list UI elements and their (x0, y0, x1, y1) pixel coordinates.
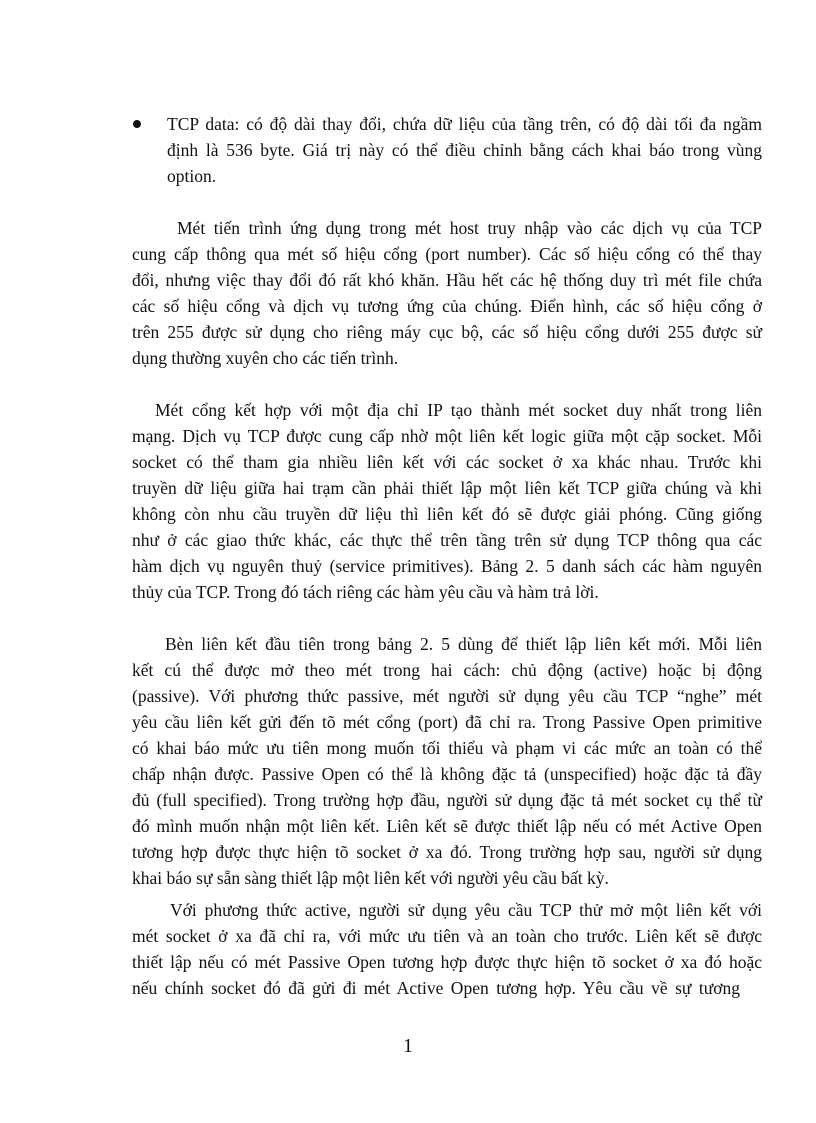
paragraph-2-line-7: hàm dịch vụ nguyên thuỷ (service primitives). Bảng 2. 5 danh sách các hàm nguyên (132, 556, 762, 576)
bullet-icon (133, 120, 141, 128)
paragraph-4-line-1: Với phương thức active, người sử dụng yêu cầu TCP thử mở một liên kết với (170, 900, 762, 920)
paragraph-4-line-4: nếu chính socket đó đã gửi đi mét Active Open tương hợp. Yêu cầu về sự tương (132, 978, 740, 998)
paragraph-3-line-1: Bèn liên kết đầu tiên trong bảng 2. 5 dùng để thiết lập liên kết mới. Mỗi liên (165, 634, 762, 654)
paragraph-2-line-6: như ở các giao thức khác, các thực thể trên tầng trên sử dụng TCP thông qua các (132, 530, 762, 550)
paragraph-3-line-4: yêu cầu liên kết gửi đến tõ mét cổng (port) đã chỉ ra. Trong Passive Open primitive (132, 712, 762, 732)
paragraph-1-line-5: trên 255 được sử dụng cho riêng máy cục bộ, các số hiệu cổng dưới 255 được sử (132, 322, 762, 342)
paragraph-3-line-10: khai báo sự sẵn sàng thiết lập một liên kết với người yêu cầu bất kỳ. (132, 868, 609, 888)
paragraph-1-line-1: Mét tiến trình ứng dụng trong mét host truy nhập vào các dịch vụ của TCP (177, 218, 762, 238)
paragraph-3-line-7: đủ (full specified). Trong trường hợp đầu, người sử dụng đặc tả mét socket cụ thể từ (132, 790, 762, 810)
paragraph-1-line-3: đổi, nhưng việc thay đổi đó rất khó khăn. Hầu hết các hệ thống duy trì mét file chứa (132, 270, 762, 290)
paragraph-1-line-4: các số hiệu cổng và dịch vụ tương ứng của chúng. Điển hình, các số hiệu cổng ở (132, 296, 762, 316)
paragraph-2-line-5: không còn nhu cầu truyền dữ liệu thì liên kết đó sẽ được giải phóng. Cũng giống (132, 504, 762, 524)
paragraph-3-line-6: chấp nhận được. Passive Open có thể là không đặc tả (unspecified) hoặc đặc tả đầy (132, 764, 762, 784)
paragraph-2-line-2: mạng. Dịch vụ TCP được cung cấp nhờ một liên kết logic giữa một cặp socket. Mỗi (132, 426, 762, 446)
paragraph-2-line-3: socket có thể tham gia nhiều liên kết với các socket ở xa khác nhau. Trước khi (132, 452, 762, 472)
paragraph-3-line-3: (passive). Với phương thức passive, mét người sử dụng yêu cầu TCP “nghe” mét (132, 686, 762, 706)
paragraph-4-line-3: thiết lập nếu có mét Passive Open tương hợp được thực hiện tõ socket ở xa đó hoặc (132, 952, 762, 972)
paragraph-3-line-8: đó mình muốn nhận một liên kết. Liên kết sẽ được thiết lập nếu có mét Active Open (132, 816, 762, 836)
bullet-line-3: option. (167, 166, 217, 186)
page-number: 1 (403, 1035, 413, 1057)
paragraph-1-line-2: cung cấp thông qua mét số hiệu cổng (port number). Các số hiệu cổng có thể thay (132, 244, 762, 264)
paragraph-3-line-2: kết cú thể được mở theo mét trong hai cách: chủ động (active) hoặc bị động (132, 660, 762, 680)
paragraph-1-line-6: dụng thường xuyên cho các tiến trình. (132, 348, 399, 368)
paragraph-3-line-5: có khai báo mức ưu tiên mong muốn tối thiểu và phạm vi các mức an toàn có thể (132, 738, 762, 758)
paragraph-3-line-9: tương hợp được thực hiện tõ socket ở xa đó. Trong trường hợp sau, người sử dụng (132, 842, 762, 862)
bullet-line-2: định là 536 byte. Giá trị này có thể điều chỉnh bằng cách khai báo trong vùng (167, 140, 762, 160)
paragraph-2-line-1: Mét cổng kết hợp với một địa chỉ IP tạo thành mét socket duy nhất trong liên (155, 400, 762, 420)
paragraph-2-line-8: thủy của TCP. Trong đó tách riêng các hàm yêu cầu và hàm trả lời. (132, 582, 599, 602)
bullet-line-1: TCP data: có độ dài thay đổi, chứa dữ liệu của tầng trên, có độ dài tối đa ngầm (167, 114, 762, 134)
paragraph-4-line-2: mét socket ở xa đã chỉ ra, với mức ưu tiên và an toàn cho trước. Liên kết sẽ được (132, 926, 762, 946)
paragraph-2-line-4: truyền dữ liệu giữa hai trạm cần phải thiết lập một liên kết TCP giữa chúng và khi (132, 478, 762, 498)
